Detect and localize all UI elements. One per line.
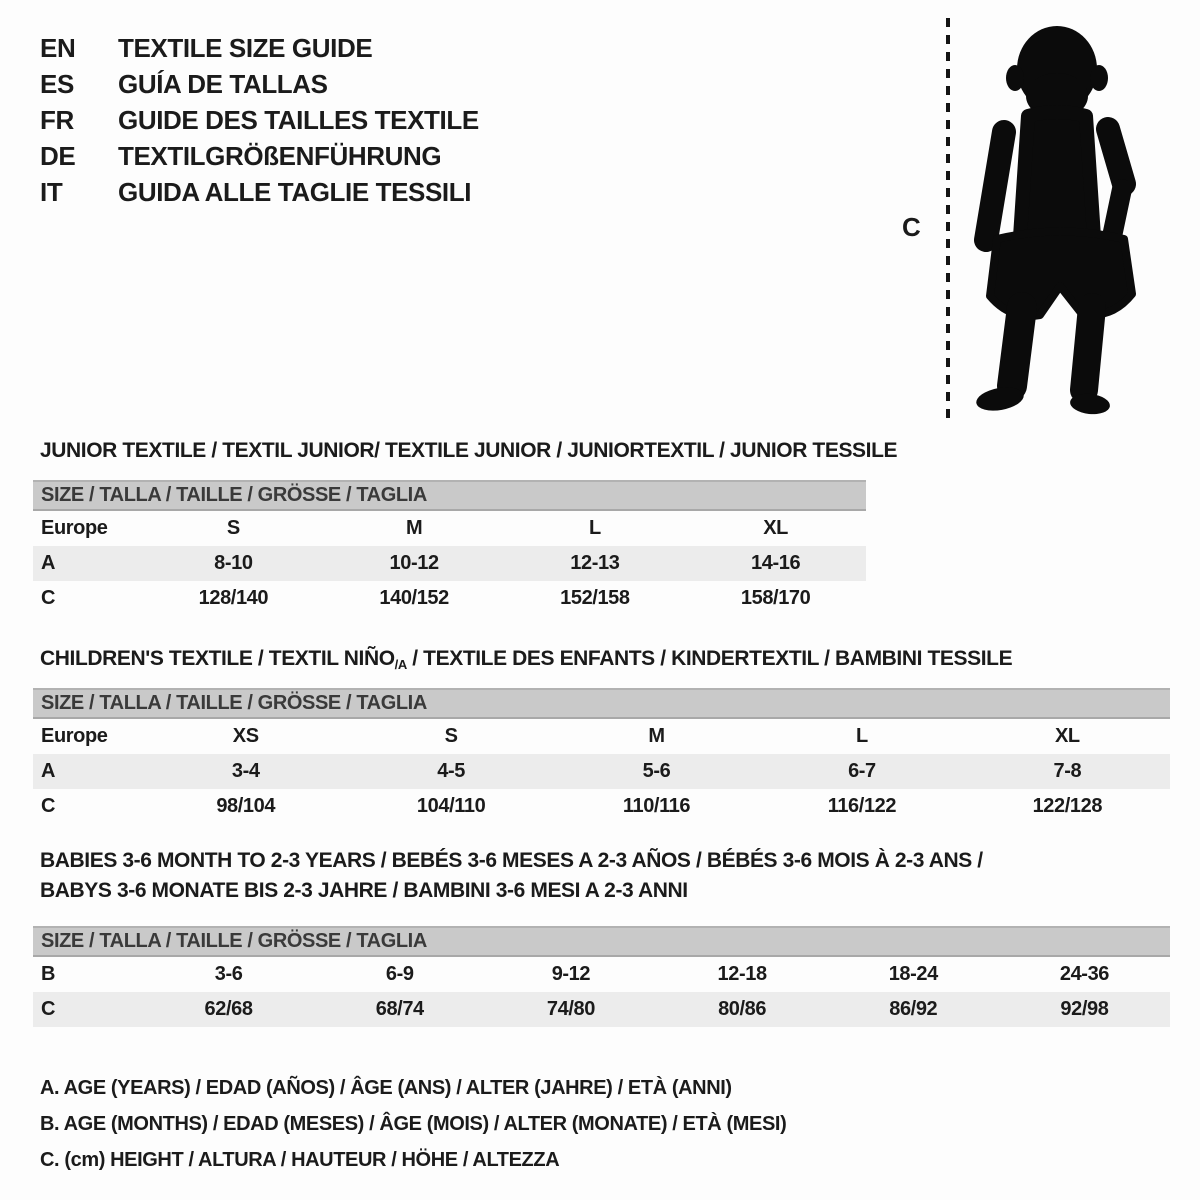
size-value-cell: 92/98 <box>1060 998 1109 1020</box>
babies-title-line1: BABIES 3-6 MONTH TO 2-3 YEARS / BEBÉS 3-6 MESES A 2-3 AÑOS / BÉBÉS 3-6 MOIS À 2-3 ANS / <box>40 849 983 872</box>
row-label: B <box>41 963 56 985</box>
size-value-cell: M <box>648 725 665 747</box>
legend-line: A. AGE (YEARS) / EDAD (AÑOS) / ÂGE (ANS) / ALTER (JAHRE) / ETÀ (ANNI) <box>40 1076 732 1099</box>
table-row <box>33 992 1170 1027</box>
row-label: A <box>41 760 56 782</box>
size-value-cell: 158/170 <box>740 587 811 609</box>
size-value-cell: 86/92 <box>889 998 938 1020</box>
table-row <box>33 789 1170 824</box>
size-value-cell: 110/116 <box>622 795 691 817</box>
language-row <box>40 66 479 102</box>
size-value-cell: XS <box>232 725 259 747</box>
children-title-part: CHILDREN'S TEXTILE / TEXTIL NIÑO <box>40 647 395 670</box>
row-label: Europe <box>41 517 108 539</box>
size-value-cell: S <box>444 725 458 747</box>
size-value-cell: 12-18 <box>717 963 767 985</box>
row-label: C <box>41 795 56 817</box>
guide-title-translation: TEXTILGRÖßENFÜHRUNG <box>118 140 442 171</box>
table-row <box>33 546 866 581</box>
size-value-cell: 6-9 <box>385 963 414 985</box>
size-value-cell: 122/128 <box>1032 795 1103 817</box>
children-size-table <box>33 688 1170 824</box>
guide-title-translation: GUIDA ALLE TAGLIE TESSILI <box>118 176 472 207</box>
size-value-cell: 98/104 <box>216 795 276 817</box>
size-header-label: SIZE / TALLA / TAILLE / GRÖSSE / TAGLIA <box>41 484 427 506</box>
size-value-cell: 116/122 <box>827 795 897 817</box>
size-value-cell: XL <box>763 517 788 539</box>
legend-line: B. AGE (MONTHS) / EDAD (MESES) / ÂGE (MOIS) / ALTER (MONATE) / ETÀ (MESI) <box>40 1112 787 1135</box>
size-value-cell: 8-10 <box>214 552 253 574</box>
language-code: FR <box>40 104 74 135</box>
size-value-cell: 152/158 <box>560 587 630 609</box>
size-value-cell: 62/68 <box>204 998 253 1020</box>
size-value-cell: L <box>588 517 601 539</box>
language-row <box>40 138 479 174</box>
size-value-cell: 18-24 <box>888 963 938 985</box>
size-header-bar <box>33 926 1170 957</box>
row-label: A <box>41 552 56 574</box>
language-code: DE <box>40 140 76 171</box>
junior-size-table <box>33 480 866 616</box>
size-value-cell: 12-13 <box>570 552 620 574</box>
language-row <box>40 102 479 138</box>
size-value-cell: 80/86 <box>718 998 767 1020</box>
size-value-cell: 10-12 <box>389 552 439 574</box>
children-title-subscript: /A <box>394 657 407 672</box>
size-value-cell: 128/140 <box>198 587 269 609</box>
height-dashed-line <box>946 18 950 418</box>
language-code: IT <box>40 176 63 207</box>
baby-silhouette-icon <box>962 24 1142 422</box>
language-code: EN <box>40 32 76 63</box>
table-row <box>33 719 1170 754</box>
row-label: Europe <box>41 725 108 747</box>
size-header-bar <box>33 480 866 511</box>
babies-size-table <box>33 926 1170 1027</box>
size-value-cell: 104/110 <box>416 795 486 817</box>
size-value-cell: 24-36 <box>1059 963 1110 985</box>
size-value-cell: 74/80 <box>546 998 595 1020</box>
guide-title-translation: GUIDE DES TAILLES TEXTILE <box>118 104 479 135</box>
table-row <box>33 581 866 616</box>
language-code: ES <box>40 68 74 99</box>
size-header-bar <box>33 688 1170 719</box>
size-value-cell: 9-12 <box>551 963 591 985</box>
size-value-cell: 5-6 <box>642 760 671 782</box>
table-row <box>33 754 1170 789</box>
guide-title-translation: TEXTILE SIZE GUIDE <box>118 32 373 63</box>
size-value-cell: L <box>856 725 868 747</box>
size-value-cell: M <box>405 517 423 539</box>
row-label: C <box>41 587 56 609</box>
guide-title-translation: GUÍA DE TALLAS <box>118 68 328 99</box>
size-header-label: SIZE / TALLA / TAILLE / GRÖSSE / TAGLIA <box>41 930 427 952</box>
size-value-cell: 3-6 <box>214 963 243 985</box>
language-row <box>40 30 479 66</box>
legend-line: C. (cm) HEIGHT / ALTURA / HAUTEUR / HÖHE / ALTEZZA <box>40 1148 560 1171</box>
size-value-cell: 68/74 <box>375 998 424 1020</box>
size-value-cell: 3-4 <box>231 760 260 782</box>
size-value-cell: 140/152 <box>379 587 449 609</box>
children-title-part: / TEXTILE DES ENFANTS / KINDERTEXTIL / BAMBINI TESSILE <box>406 647 1013 670</box>
language-row <box>40 174 479 210</box>
babies-title-line2: BABYS 3-6 MONATE BIS 2-3 JAHRE / BAMBINI 3-6 MESI A 2-3 ANNI <box>40 879 688 902</box>
section-title-children <box>40 646 1012 673</box>
size-header-label: SIZE / TALLA / TAILLE / GRÖSSE / TAGLIA <box>41 692 427 714</box>
language-title-list <box>40 30 479 210</box>
table-row <box>33 511 866 546</box>
row-label: C <box>41 998 56 1020</box>
size-value-cell: 14-16 <box>751 552 801 574</box>
size-value-cell: XL <box>1054 725 1080 747</box>
table-row <box>33 957 1170 992</box>
section-title-junior: JUNIOR TEXTILE / TEXTIL JUNIOR/ TEXTILE JUNIOR / JUNIORTEXTIL / JUNIOR TESSILE <box>40 439 898 462</box>
size-value-cell: 4-5 <box>437 760 465 782</box>
height-measure-label: C <box>902 212 921 242</box>
size-value-cell: 7-8 <box>1053 760 1082 782</box>
size-value-cell: S <box>226 517 240 539</box>
measurement-legend <box>40 1070 786 1178</box>
section-title-babies <box>40 848 983 903</box>
size-value-cell: 6-7 <box>848 760 876 782</box>
